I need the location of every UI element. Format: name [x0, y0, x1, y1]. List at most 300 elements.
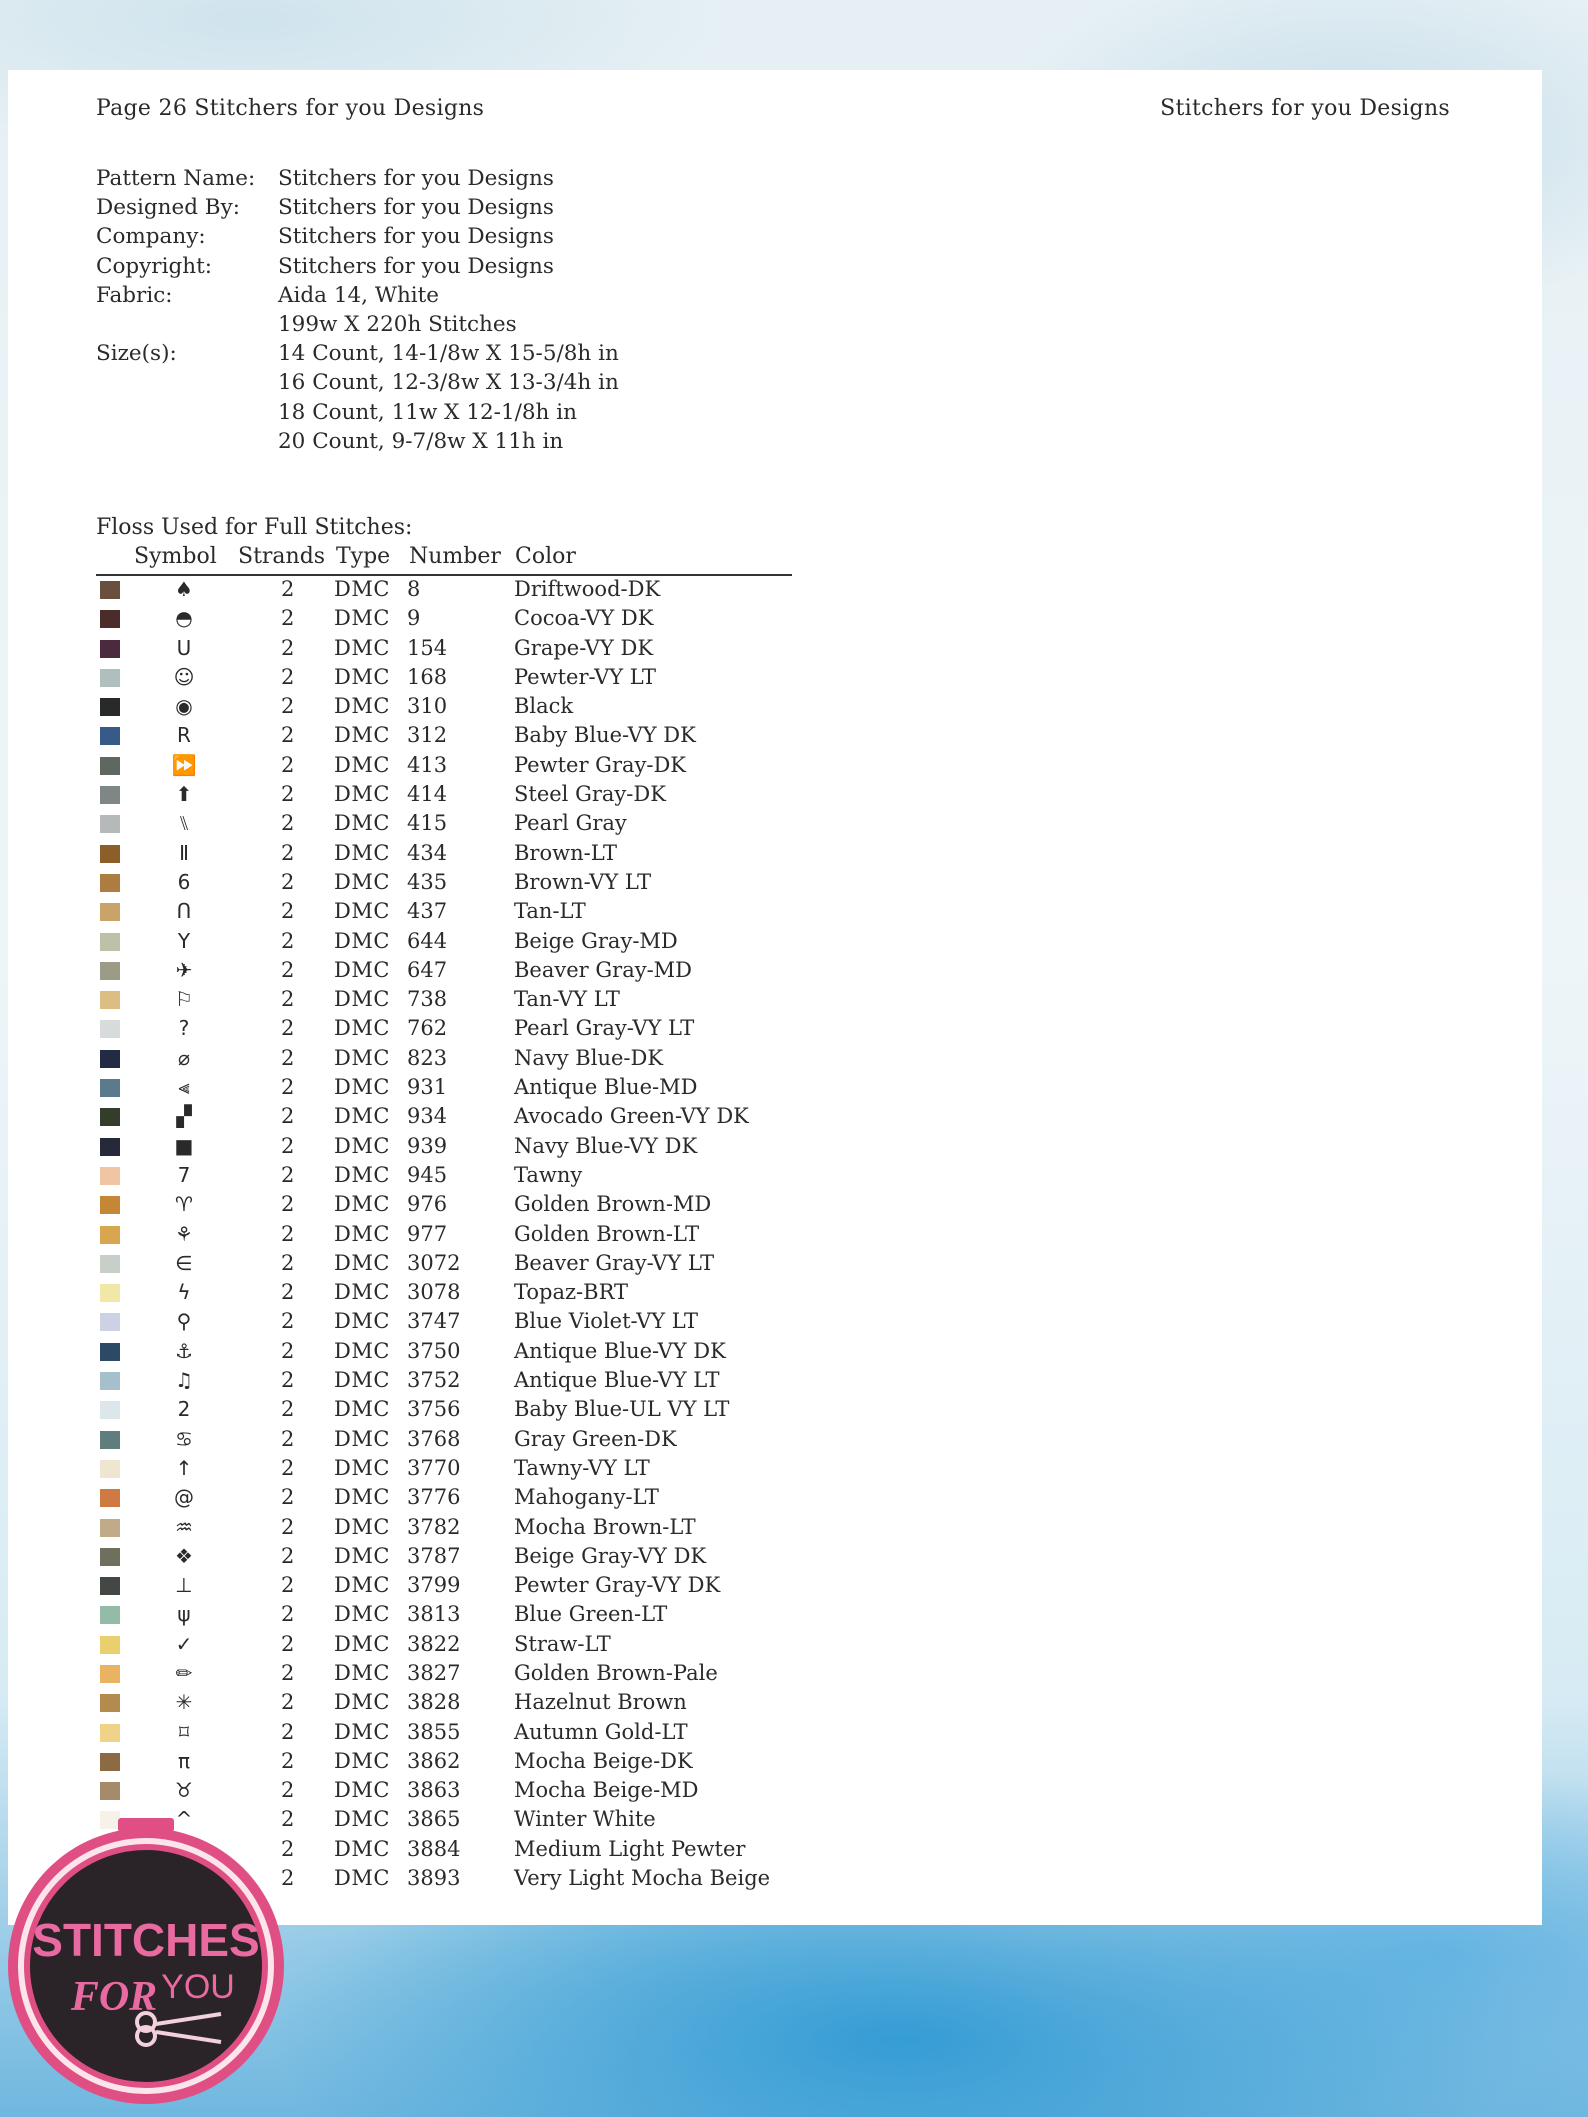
floss-number: 3078: [407, 1280, 461, 1305]
floss-type: DMC: [334, 723, 390, 748]
floss-type: DMC: [334, 840, 390, 865]
floss-type: DMC: [334, 1514, 390, 1539]
strands-value: 2: [281, 1016, 295, 1041]
floss-number: 823: [407, 1045, 448, 1070]
stitch-symbol: ⑊: [178, 811, 190, 836]
stitch-symbol: ◓: [175, 606, 193, 631]
color-swatch: [100, 1196, 120, 1214]
floss-type: DMC: [334, 1338, 390, 1363]
floss-number: 762: [407, 1016, 448, 1041]
info-value: 14 Count, 14-1/8w X 15-5/8h in: [278, 341, 619, 367]
floss-type: DMC: [334, 899, 390, 924]
floss-number: 647: [407, 957, 448, 982]
floss-type: DMC: [334, 694, 390, 719]
strands-value: 2: [281, 723, 295, 748]
info-row: [96, 368, 619, 397]
stitch-symbol: ψ: [177, 1602, 191, 1627]
color-name: Driftwood-DK: [514, 577, 661, 601]
info-value: Stitchers for you Designs: [278, 224, 554, 250]
floss-type: DMC: [334, 752, 390, 777]
logo-text-stitches: STITCHES: [32, 1914, 260, 1966]
color-name: Hazelnut Brown: [514, 1690, 687, 1715]
strands-value: 2: [281, 987, 295, 1012]
color-name: Tan-LT: [514, 899, 586, 924]
stitch-symbol: ▞: [176, 1104, 192, 1129]
stitch-symbol: ◉: [175, 694, 193, 719]
floss-type: DMC: [334, 1309, 390, 1334]
floss-number: 644: [407, 928, 448, 953]
stitch-symbol: ♠: [175, 577, 193, 601]
color-name: Baby Blue-UL VY LT: [514, 1397, 730, 1422]
strands-value: 2: [281, 606, 295, 631]
floss-row: [96, 1220, 796, 1249]
stitch-symbol: ↑: [175, 1455, 193, 1480]
stitch-symbol: ♋: [175, 1426, 193, 1451]
floss-row: [96, 1571, 796, 1600]
floss-type: DMC: [334, 1836, 390, 1861]
color-swatch: [100, 1138, 120, 1156]
color-swatch: [100, 727, 120, 745]
stitch-symbol: ☺: [173, 664, 195, 689]
floss-number: 3770: [407, 1455, 461, 1480]
strands-value: 2: [281, 1368, 295, 1393]
info-label: [96, 398, 278, 427]
strands-value: 2: [281, 1690, 295, 1715]
stitch-symbol: ♉: [175, 1778, 193, 1803]
color-swatch: [100, 1050, 120, 1068]
color-name: Pearl Gray-VY LT: [514, 1016, 695, 1041]
floss-number: 3865: [407, 1807, 461, 1832]
color-swatch: [100, 1577, 120, 1595]
color-name: Black: [514, 694, 574, 719]
floss-row: [96, 1454, 796, 1483]
floss-number: 931: [407, 1075, 448, 1100]
color-name: Very Light Mocha Beige: [514, 1866, 771, 1891]
info-row: [96, 339, 619, 368]
page-header-right: Stitchers for you Designs: [1160, 96, 1450, 121]
stitch-symbol: ✈: [175, 957, 193, 982]
floss-row: [96, 809, 796, 838]
floss-row: [96, 985, 796, 1014]
floss-number: 3768: [407, 1426, 461, 1451]
color-swatch: [100, 786, 120, 804]
floss-type: DMC: [334, 635, 390, 660]
color-name: Navy Blue-VY DK: [514, 1133, 698, 1158]
stitch-symbol: ❖: [175, 1543, 193, 1568]
info-row: [96, 398, 619, 427]
strands-value: 2: [281, 1045, 295, 1070]
color-swatch: [100, 1284, 120, 1302]
floss-type: DMC: [334, 1133, 390, 1158]
floss-type: DMC: [334, 1280, 390, 1305]
floss-row: [96, 1747, 796, 1776]
color-name: Pearl Gray: [514, 811, 627, 836]
stitch-symbol: Ⅱ: [179, 840, 189, 865]
stitch-symbol: ✳: [175, 1690, 193, 1715]
color-name: Pewter Gray-DK: [514, 752, 686, 777]
floss-number: 8: [407, 577, 421, 601]
strands-value: 2: [281, 840, 295, 865]
strands-value: 2: [281, 752, 295, 777]
floss-number: 3072: [407, 1250, 461, 1275]
page-header-left: Page 26 Stitchers for you Designs: [96, 96, 485, 121]
floss-number: 415: [407, 811, 448, 836]
color-name: Baby Blue-VY DK: [514, 723, 696, 748]
floss-number: 977: [407, 1221, 448, 1246]
color-swatch: [100, 1343, 120, 1361]
floss-row: [96, 927, 796, 956]
floss-row: [96, 1688, 796, 1717]
color-swatch: [100, 1782, 120, 1800]
strands-value: 2: [281, 957, 295, 982]
info-value: Stitchers for you Designs: [278, 166, 554, 191]
strands-value: 2: [281, 1485, 295, 1510]
info-label: Designed By:: [96, 195, 240, 221]
strands-value: 2: [281, 1602, 295, 1627]
column-symbol: Symbol: [134, 544, 217, 569]
color-name: Tan-VY LT: [514, 987, 620, 1012]
column-number: Number: [409, 544, 501, 569]
floss-row: [96, 1044, 796, 1073]
strands-value: 2: [281, 664, 295, 689]
stitch-symbol: ✓: [175, 1631, 193, 1656]
floss-type: DMC: [334, 664, 390, 689]
stitch-symbol: ϟ: [177, 1280, 191, 1305]
floss-row: [96, 1483, 796, 1512]
color-name: Pewter Gray-VY DK: [514, 1573, 721, 1598]
column-strands: Strands: [238, 544, 326, 569]
floss-number: 9: [407, 606, 421, 631]
color-swatch: [100, 1460, 120, 1478]
stitch-symbol: ■: [174, 1133, 194, 1158]
floss-number: 3782: [407, 1514, 461, 1539]
floss-number: 934: [407, 1104, 448, 1129]
floss-number: 3787: [407, 1543, 461, 1568]
floss-row: [96, 1073, 796, 1102]
floss-type: DMC: [334, 782, 390, 807]
floss-row: [96, 1513, 796, 1542]
color-name: Mocha Beige-MD: [514, 1778, 699, 1803]
info-value: Stitchers for you Designs: [278, 253, 554, 279]
floss-row: [96, 1249, 796, 1278]
floss-type: DMC: [334, 1543, 390, 1568]
floss-row: [96, 1718, 796, 1747]
color-swatch: [100, 1548, 120, 1566]
stitch-symbol: ⊥: [175, 1573, 193, 1598]
floss-type: DMC: [334, 1250, 390, 1275]
floss-type: DMC: [334, 1778, 390, 1803]
floss-table-body: [96, 575, 796, 1893]
stitch-symbol: ⏩: [171, 752, 197, 777]
strands-value: 2: [281, 1748, 295, 1773]
strands-value: 2: [281, 1426, 295, 1451]
stitch-symbol: ?: [178, 1016, 190, 1041]
color-swatch: [100, 1606, 120, 1624]
floss-row: [96, 839, 796, 868]
floss-row: [96, 604, 796, 633]
color-swatch: [100, 962, 120, 980]
floss-number: 3862: [407, 1748, 461, 1773]
color-swatch: [100, 903, 120, 921]
floss-row: [96, 1425, 796, 1454]
floss-row: [96, 663, 796, 692]
stitch-symbol: ^: [175, 1807, 193, 1832]
color-swatch: [100, 640, 120, 658]
strands-value: 2: [281, 1631, 295, 1656]
floss-type: DMC: [334, 1075, 390, 1100]
stitch-symbol: ⌀: [177, 1045, 191, 1070]
floss-number: 3813: [407, 1602, 461, 1627]
color-swatch: [100, 1753, 120, 1771]
floss-table-header: [96, 544, 792, 576]
color-name: Topaz-BRT: [514, 1280, 629, 1305]
stitch-symbol: @: [174, 1485, 194, 1510]
floss-type: DMC: [334, 1397, 390, 1422]
stitch-symbol: ✏: [175, 1660, 193, 1685]
floss-type: DMC: [334, 1162, 390, 1187]
floss-number: 434: [407, 840, 448, 865]
floss-number: 154: [407, 635, 448, 660]
floss-number: 976: [407, 1192, 448, 1217]
floss-type: DMC: [334, 869, 390, 894]
floss-type: DMC: [334, 606, 390, 631]
floss-number: 3893: [407, 1866, 461, 1891]
strands-value: 2: [281, 1075, 295, 1100]
floss-row: [96, 956, 796, 985]
info-label: Fabric:: [96, 282, 173, 308]
floss-number: 3756: [407, 1397, 461, 1422]
color-swatch: [100, 1226, 120, 1244]
floss-type: DMC: [334, 577, 390, 601]
floss-row: [96, 868, 796, 897]
floss-row: [96, 1542, 796, 1571]
info-label: Copyright:: [96, 253, 212, 279]
floss-number: 3750: [407, 1338, 461, 1363]
color-swatch: [100, 1489, 120, 1507]
strands-value: 2: [281, 1455, 295, 1480]
stitch-symbol: ♒: [175, 1514, 193, 1539]
floss-type: DMC: [334, 1602, 390, 1627]
color-name: Beaver Gray-VY LT: [514, 1250, 715, 1275]
strands-value: 2: [281, 1836, 295, 1861]
info-row: [96, 193, 619, 222]
floss-number: 3752: [407, 1368, 461, 1393]
color-name: Mahogany-LT: [514, 1485, 659, 1510]
color-name: Blue Violet-VY LT: [514, 1309, 699, 1334]
floss-type: DMC: [334, 1192, 390, 1217]
color-swatch: [100, 1079, 120, 1097]
floss-row: [96, 634, 796, 663]
strands-value: 2: [281, 1807, 295, 1832]
strands-value: 2: [281, 869, 295, 894]
floss-row: [96, 721, 796, 750]
info-label: Size(s):: [96, 341, 177, 367]
info-value: 16 Count, 12-3/8w X 13-3/4h in: [278, 370, 619, 396]
stitch-symbol: ⬆: [175, 782, 193, 807]
floss-type: DMC: [334, 1719, 390, 1744]
stitch-symbol: ⫷: [178, 1075, 190, 1100]
floss-number: 414: [407, 782, 448, 807]
column-color: Color: [515, 544, 576, 569]
stitch-symbol: ♈: [175, 1192, 193, 1217]
color-swatch: [100, 757, 120, 775]
color-name: Golden Brown-MD: [514, 1192, 712, 1217]
stitch-symbol: U: [176, 635, 192, 660]
strands-value: 2: [281, 1543, 295, 1568]
floss-number: 3776: [407, 1485, 461, 1510]
stitch-symbol: ♫: [175, 1368, 193, 1393]
column-type: Type: [336, 544, 391, 569]
strands-value: 2: [281, 928, 295, 953]
strands-value: 2: [281, 1221, 295, 1246]
floss-number: 312: [407, 723, 448, 748]
floss-type: DMC: [334, 1016, 390, 1041]
floss-row: [96, 1161, 796, 1190]
info-label: Pattern Name:: [96, 166, 256, 191]
color-swatch: [100, 1108, 120, 1126]
strands-value: 2: [281, 1104, 295, 1129]
floss-number: 3855: [407, 1719, 461, 1744]
floss-table-title: Floss Used for Full Stitches:: [96, 515, 413, 540]
color-swatch: [100, 933, 120, 951]
floss-type: DMC: [334, 1485, 390, 1510]
color-name: Brown-LT: [514, 840, 617, 865]
stitch-symbol: ⚓: [175, 1338, 193, 1363]
strands-value: 2: [281, 1192, 295, 1217]
color-name: Brown-VY LT: [514, 869, 652, 894]
floss-number: 738: [407, 987, 448, 1012]
floss-number: 168: [407, 664, 448, 689]
color-swatch: [100, 1255, 120, 1273]
stitches-for-you-logo: [6, 1818, 286, 2108]
floss-number: 413: [407, 752, 448, 777]
strands-value: 2: [281, 1309, 295, 1334]
color-swatch: [100, 698, 120, 716]
info-row: [96, 427, 619, 456]
floss-number: 310: [407, 694, 448, 719]
floss-row: [96, 897, 796, 926]
info-value: 199w X 220h Stitches: [278, 311, 517, 337]
info-row: [96, 222, 619, 251]
stitch-symbol: 2: [177, 1397, 191, 1422]
floss-row: [96, 1776, 796, 1805]
color-name: Golden Brown-LT: [514, 1221, 700, 1246]
color-swatch: [100, 581, 120, 599]
strands-value: 2: [281, 899, 295, 924]
color-name: Straw-LT: [514, 1631, 611, 1656]
strands-value: 2: [281, 1133, 295, 1158]
stitch-symbol: ⚲: [176, 1309, 192, 1334]
floss-row: [96, 1132, 796, 1161]
strands-value: 2: [281, 1514, 295, 1539]
color-name: Antique Blue-MD: [514, 1075, 698, 1100]
floss-row: [96, 1630, 796, 1659]
floss-type: DMC: [334, 1807, 390, 1832]
color-name: Medium Light Pewter: [514, 1836, 746, 1861]
strands-value: 2: [281, 1280, 295, 1305]
floss-type: DMC: [334, 1104, 390, 1129]
info-value: Stitchers for you Designs: [278, 195, 554, 221]
strands-value: 2: [281, 1338, 295, 1363]
floss-number: 3822: [407, 1631, 461, 1656]
color-name: Blue Green-LT: [514, 1602, 668, 1627]
stitch-symbol: 6: [177, 869, 191, 894]
color-swatch: [100, 1020, 120, 1038]
color-name: Antique Blue-VY LT: [514, 1368, 720, 1393]
floss-number: 3827: [407, 1660, 461, 1685]
color-swatch: [100, 610, 120, 628]
color-swatch: [100, 1167, 120, 1185]
floss-number: 3799: [407, 1573, 461, 1598]
floss-number: 3747: [407, 1309, 461, 1334]
color-name: Navy Blue-DK: [514, 1045, 664, 1070]
color-name: Mocha Beige-DK: [514, 1748, 693, 1773]
color-name: Golden Brown-Pale: [514, 1660, 718, 1685]
info-row: [96, 310, 619, 339]
floss-row: [96, 780, 796, 809]
floss-type: DMC: [334, 1455, 390, 1480]
color-swatch: [100, 1724, 120, 1742]
logo-text-for: FOR: [70, 1974, 158, 2020]
floss-type: DMC: [334, 1631, 390, 1656]
floss-row: [96, 575, 796, 604]
strands-value: 2: [281, 1250, 295, 1275]
color-name: Beige Gray-VY DK: [514, 1543, 707, 1568]
strands-value: 2: [281, 694, 295, 719]
stitch-symbol: R: [177, 723, 191, 748]
color-name: Tawny: [514, 1162, 583, 1187]
floss-number: 435: [407, 869, 448, 894]
strands-value: 2: [281, 811, 295, 836]
info-row: [96, 164, 619, 193]
floss-number: 945: [407, 1162, 448, 1187]
info-label: [96, 310, 278, 339]
color-swatch: [100, 1694, 120, 1712]
color-name: Grape-VY DK: [514, 635, 654, 660]
floss-number: 939: [407, 1133, 448, 1158]
color-name: Gray Green-DK: [514, 1426, 677, 1451]
floss-type: DMC: [334, 1221, 390, 1246]
floss-type: DMC: [334, 1660, 390, 1685]
floss-row: [96, 1307, 796, 1336]
floss-row: [96, 1014, 796, 1043]
color-name: Steel Gray-DK: [514, 782, 666, 807]
strands-value: 2: [281, 1778, 295, 1803]
stitch-symbol: Y: [177, 928, 191, 953]
floss-type: DMC: [334, 1866, 390, 1891]
color-name: Autumn Gold-LT: [514, 1719, 688, 1744]
strands-value: 2: [281, 1162, 295, 1187]
color-swatch: [100, 1313, 120, 1331]
info-label: [96, 427, 278, 456]
floss-row: [96, 1600, 796, 1629]
color-name: Avocado Green-VY DK: [514, 1104, 749, 1129]
stitch-symbol: ⚐: [175, 987, 193, 1012]
stitch-symbol: Ո: [176, 899, 192, 924]
strands-value: 2: [281, 635, 295, 660]
strands-value: 2: [281, 577, 295, 601]
color-swatch: [100, 1519, 120, 1537]
floss-type: DMC: [334, 811, 390, 836]
color-name: Beige Gray-MD: [514, 928, 678, 953]
color-swatch: [100, 1636, 120, 1654]
color-swatch: [100, 1665, 120, 1683]
stitch-symbol: ⚘: [175, 1221, 193, 1246]
color-name: Tawny-VY LT: [514, 1455, 650, 1480]
strands-value: 2: [281, 1397, 295, 1422]
floss-row: [96, 1337, 796, 1366]
strands-value: 2: [281, 1660, 295, 1685]
